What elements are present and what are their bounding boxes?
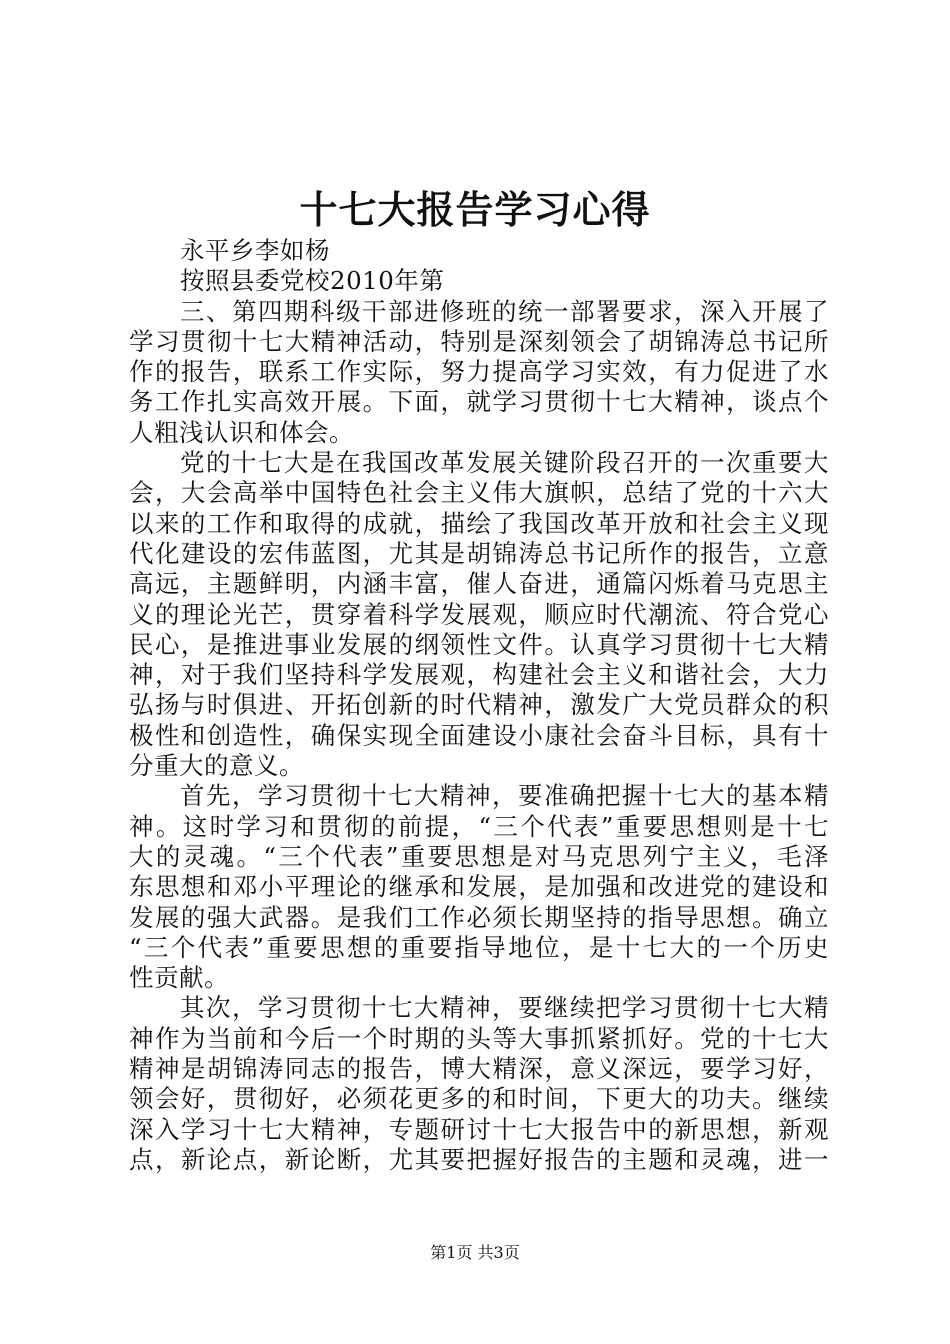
text-line: 分重大的意义。 (129, 751, 304, 781)
text-line: 深入学习十七大精神，专题研讨十七大报告中的新思想，新观 (129, 1114, 829, 1144)
text-line: 弘扬与时俱进、开拓创新的时代精神，激发广大党员群众的积 (129, 690, 829, 720)
text-line: 学习贯彻十七大精神活动，特别是深刻领会了胡锦涛总书记所 (129, 326, 829, 356)
text-line: 大的灵魂。“三个代表”重要思想是对马克思列宁主义，毛泽 (129, 841, 829, 871)
text-line: 高远，主题鲜明，内涵丰富，催人奋进，通篇闪烁着马克思主 (129, 569, 829, 599)
text-line: 极性和创造性，确保实现全面建设小康社会奋斗目标，具有十 (129, 720, 829, 750)
text-line: 发展的强大武器。是我们工作必须长期坚持的指导思想。确立 (129, 902, 829, 932)
text-line: 务工作扎实高效开展。下面，就学习贯彻十七大精神，谈点个 (129, 387, 829, 417)
text-line: 永平乡李如杨 (180, 236, 330, 265)
text-line: 民心，是推进事业发展的纲领性文件。认真学习贯彻十七大精 (129, 629, 829, 659)
document-body (129, 236, 829, 1175)
text-line: 义的理论光芒，贯穿着科学发展观，顺应时代潮流、符合党心 (129, 599, 829, 629)
text-line: 点，新论点，新论断，尤其要把握好报告的主题和灵魂，进一 (129, 1144, 829, 1174)
text-line: 作的报告，联系工作实际，努力提高学习实效，有力促进了水 (129, 357, 829, 387)
text-line: 会，大会高举中国特色社会主义伟大旗帜，总结了党的十六大 (129, 478, 829, 508)
text-line: 神。这时学习和贯彻的前提，“三个代表”重要思想则是十七 (129, 811, 829, 841)
text-line: 其次，学习贯彻十七大精神，要继续把学习贯彻十七大精 (180, 993, 829, 1023)
text-line: 领会好，贯彻好，必须花更多的和时间，下更大的功夫。继续 (129, 1084, 829, 1114)
text-line: 性贡献。 (129, 963, 229, 993)
text-line: 神，对于我们坚持科学发展观，构建社会主义和谐社会，大力 (129, 660, 829, 690)
text-line: 首先，学习贯彻十七大精神，要准确把握十七大的基本精 (180, 781, 829, 811)
text-line: 东思想和邓小平理论的继承和发展，是加强和改进党的建设和 (129, 872, 829, 902)
document-title: 十七大报告学习心得 (299, 187, 651, 232)
text-line: 代化建设的宏伟蓝图，尤其是胡锦涛总书记所作的报告，立意 (129, 538, 829, 568)
text-line: 三、第四期科级干部进修班的统一部署要求，深入开展了 (180, 296, 829, 326)
text-line: 人粗浅认识和体会。 (129, 417, 354, 447)
text-line: 神作为当前和今后一个时期的头等大事抓紧抓好。党的十七大 (129, 1023, 829, 1053)
text-line: 精神是胡锦涛同志的报告，博大精深，意义深远，要学习好， (129, 1054, 829, 1084)
text-line: “三个代表”重要思想的重要指导地位，是十七大的一个历史 (129, 932, 829, 962)
text-line: 以来的工作和取得的成就，描绘了我国改革开放和社会主义现 (129, 508, 829, 538)
text-line: 按照县委党校2010年第 (180, 266, 445, 296)
text-line: 党的十七大是在我国改革发展关键阶段召开的一次重要大 (180, 448, 829, 478)
page-footer: 第1页 共3页 (430, 1243, 520, 1262)
